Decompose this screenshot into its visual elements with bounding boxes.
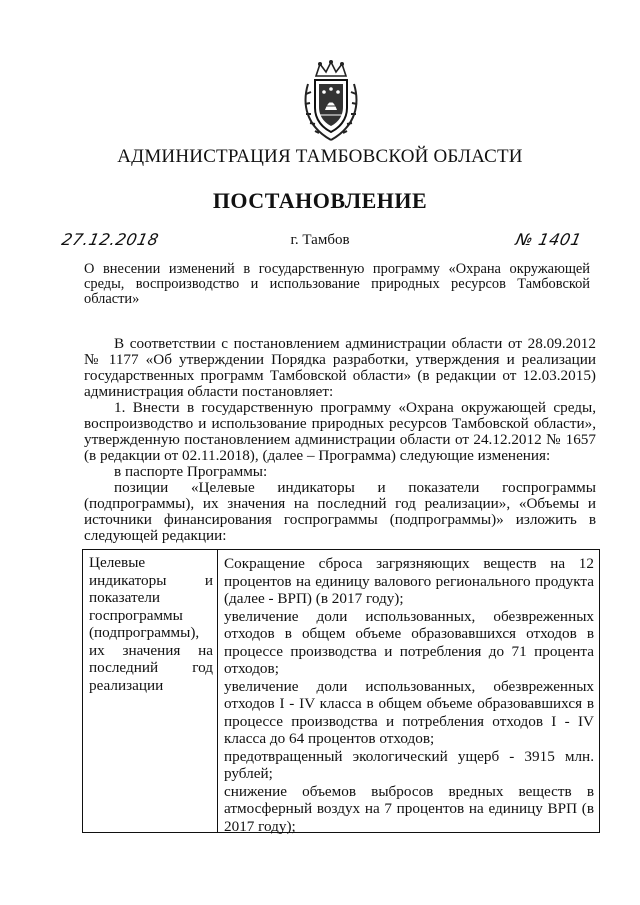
place-of-issue: г. Тамбов: [290, 232, 350, 248]
body-paragraph: В соответствии с постановлением администрации области от 28.09.2012 № 1177 «Об утверждении Порядка разработки, утверждения и реализации государственных программ Тамбовской области» (в редакции от 12.03.2015) администрация области постановляет:: [84, 335, 596, 400]
body-paragraph: в паспорте Программы:: [114, 463, 268, 480]
decree-body: [84, 336, 596, 544]
handwritten-document-number: № 1401: [513, 230, 584, 249]
table-left-cell: Целевые индикаторы и показатели госпрограммы (подпрограммы), их значения на последний год реализации: [89, 554, 213, 694]
indicator-item: увеличение доли использованных, обезвреженных отходов I - IV класса в общем объеме образовавшихся в процессе производства и потребления отходов I - IV класса до 64 процентов отходов;: [224, 677, 594, 747]
program-passport-table: [82, 549, 600, 833]
coat-of-arms-icon: [300, 60, 362, 142]
indicator-item: снижение объемов выбросов вредных веществ в атмосферный воздух на 7 процентов на единицу ВРП (в 2017 году);: [224, 782, 594, 835]
handwritten-date: 27.12.2018: [59, 230, 161, 249]
table-right-cell: [224, 555, 594, 835]
indicator-item: Сокращение сброса загрязняющих веществ на 12 процентов на единицу валового регионального продукта (далее - ВРП) (в 2017 году);: [224, 555, 594, 607]
indicator-item: увеличение доли использованных, обезвреженных отходов в общем объеме образовавшихся отходов в процессе производства и потребления до 71 процента отходов;: [224, 607, 594, 677]
organization-title: АДМИНИСТРАЦИЯ ТАМБОВСКОЙ ОБЛАСТИ: [117, 146, 523, 167]
document-type-title: ПОСТАНОВЛЕНИЕ: [212, 188, 428, 213]
table-column-divider: [217, 550, 218, 832]
body-paragraph: 1. Внести в государственную программу «Охрана окружающей среды, воспроизводство и использование природных ресурсов Тамбовской области», утвержденную постановлением администрации области от 24.12.2012 № 1657 (в редакции от 02.11.2018), (далее – Программа) следующие изменения:: [84, 399, 596, 464]
decree-subject: О внесении изменений в государственную программу «Охрана окружающей среды, воспроизводство и использование природных ресурсов Тамбовской области»: [84, 261, 590, 307]
body-paragraph: позиции «Целевые индикаторы и показатели госпрограммы (подпрограммы), их значения на последний год реализации», «Объемы и источники финансирования госпрограммы (подпрограммы)» изложить в следующей редакции:: [84, 479, 596, 544]
indicator-item: предотвращенный экологический ущерб - 3915 млн. рублей;: [224, 747, 594, 782]
